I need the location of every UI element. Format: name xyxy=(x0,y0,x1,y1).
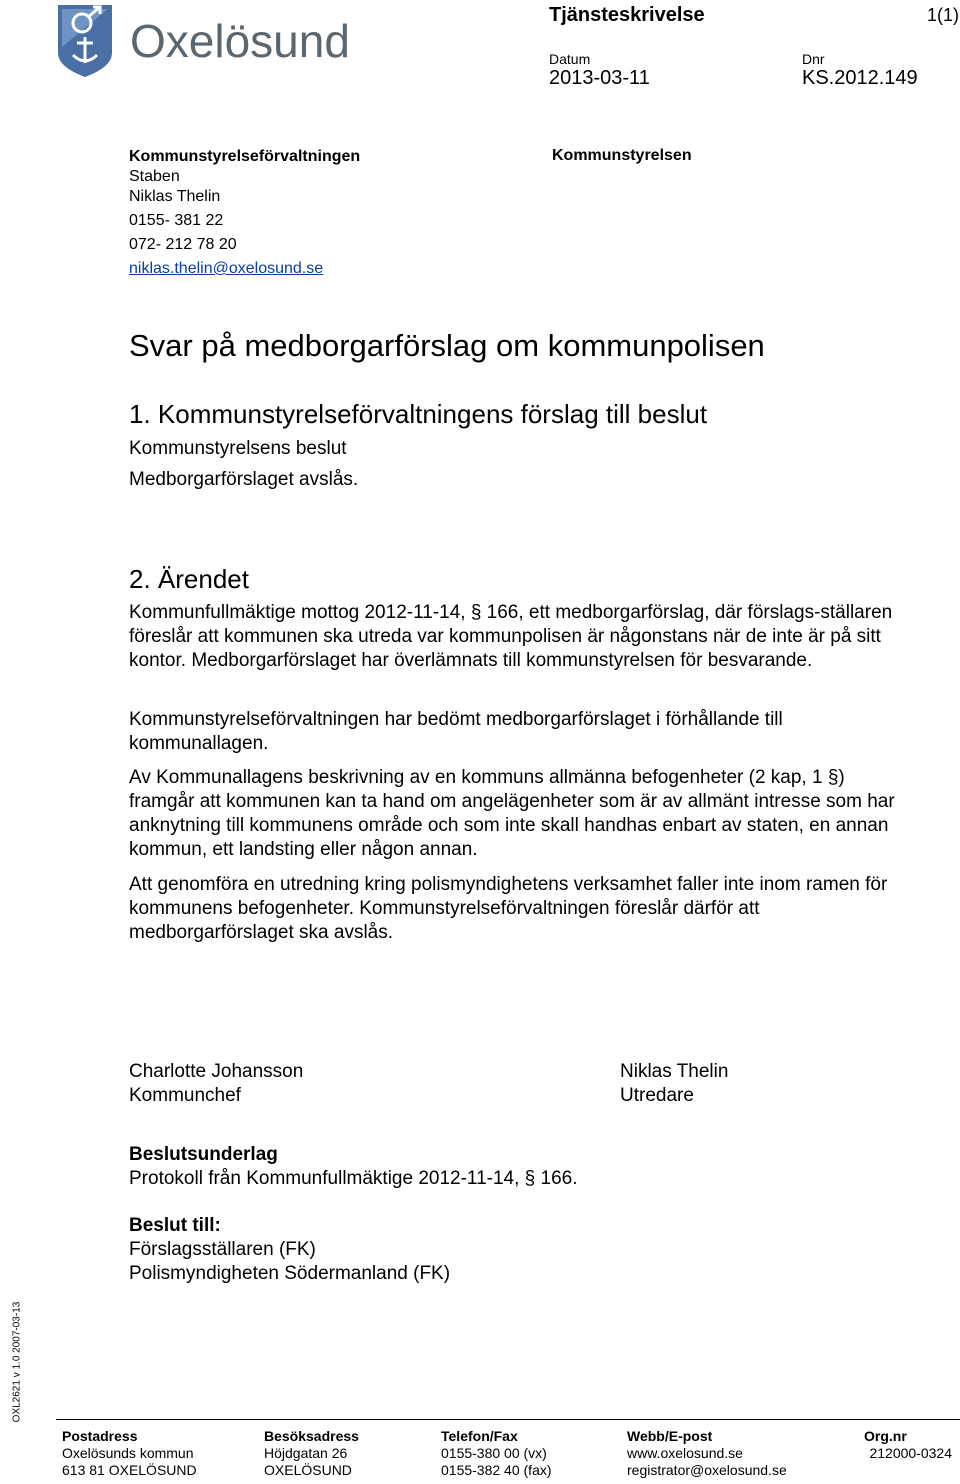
footer-heading: Postadress xyxy=(62,1428,138,1444)
footer-heading: Besöksadress xyxy=(264,1428,359,1444)
date-value: 2013-03-11 xyxy=(549,67,650,89)
sender-block xyxy=(129,147,360,279)
sender-office: Kommunstyrelseförvaltningen xyxy=(129,148,361,165)
template-id xyxy=(10,1301,24,1423)
footer-email: registrator@oxelosund.se xyxy=(627,1462,787,1478)
section1-subheading: Kommunstyrelsens beslut xyxy=(129,438,347,459)
signature-name: Charlotte Johansson xyxy=(129,1061,304,1082)
date-label: Datum xyxy=(549,51,591,67)
footer-org xyxy=(846,1428,952,1462)
section2-heading: 2. Ärendet xyxy=(129,564,249,594)
footer-line: 0155-380 00 (vx) xyxy=(441,1445,547,1461)
document-title: Svar på medborgarförslag om kommunpolisen xyxy=(129,328,765,363)
template-id-text: OXL2621 v 1.0 2007-03-13 xyxy=(11,1301,23,1423)
sender-name: Niklas Thelin xyxy=(129,188,221,205)
logo-graphic xyxy=(56,3,386,77)
footer-visit xyxy=(264,1428,359,1479)
basis-block xyxy=(129,1143,578,1191)
page-number: 1(1) xyxy=(927,5,960,25)
section2-paragraph-1: Kommunfullmäktige mottog 2012-11-14, § 166, ett medborgarförslag, där förslags-ställaren föreslår att kommunen ska utreda var kommunpolisen är någonstans när de inte är på sitt kontor. Medborgarförslaget har överlämnats till kommunstyrelsen för besvarande. xyxy=(129,602,893,671)
section2-paragraph-3: Av Kommunallagens beskrivning av en kommuns allmänna befogenheter (2 kap, 1 §) framgår att kommunen kan ta hand om angelägenheter som är av allmänt intresse som har anknytning till kommunens område och som inte skall handhas enbart av staten, en annan kommun, ett landsting eller någon annan. xyxy=(129,767,895,860)
signature-right xyxy=(620,1060,728,1108)
footer-line: 613 81 OXELÖSUND xyxy=(62,1462,197,1478)
signature-role: Utredare xyxy=(620,1085,694,1106)
oxelosund-logo xyxy=(56,3,386,77)
footer-postal xyxy=(62,1428,197,1479)
sender-mobile: 072- 212 78 20 xyxy=(129,236,237,253)
dnr-value: KS.2012.149 xyxy=(802,67,918,89)
footer-heading: Org.nr xyxy=(864,1428,907,1444)
footer-line: Oxelösunds kommun xyxy=(62,1445,194,1461)
basis-item: Protokoll från Kommunfullmäktige 2012-11-14, § 166. xyxy=(129,1168,578,1189)
footer-heading: Telefon/Fax xyxy=(441,1428,518,1444)
logo-text: Oxelösund xyxy=(130,15,350,67)
footer-line: 212000-0324 xyxy=(869,1445,952,1461)
footer-divider xyxy=(56,1419,960,1420)
signature-left xyxy=(129,1060,303,1108)
signature-role: Kommunchef xyxy=(129,1085,241,1106)
sender-phone: 0155- 381 22 xyxy=(129,212,224,229)
dnr-label: Dnr xyxy=(802,51,825,67)
footer-line: Höjdgatan 26 xyxy=(264,1445,348,1461)
section2-paragraph-4: Att genomföra en utredning kring polismyndighetens verksamhet faller inte inom ramen för kommunens befogenheter. Kommunstyrelseförvaltningen föreslår därför att medborgarförslaget ska avslås. xyxy=(129,874,888,943)
section1-heading: 1. Kommunstyrelseförvaltningens förslag till beslut xyxy=(129,399,708,429)
sender-email-link[interactable]: niklas.thelin@oxelosund.se xyxy=(129,260,324,277)
section2-paragraph-2: Kommunstyrelseförvaltningen har bedömt medborgarförslaget i förhållande till kommunallagen. xyxy=(129,709,783,754)
footer-phone xyxy=(441,1428,552,1479)
footer-web xyxy=(627,1428,787,1479)
signature-name: Niklas Thelin xyxy=(620,1061,729,1082)
section1-text: Medborgarförslaget avslås. xyxy=(129,469,359,490)
footer-line: 0155-382 40 (fax) xyxy=(441,1462,552,1478)
decision-to-item: Förslagsställaren (FK) xyxy=(129,1239,316,1260)
footer-website: www.oxelosund.se xyxy=(627,1445,743,1461)
decision-to-heading: Beslut till: xyxy=(129,1215,221,1236)
basis-heading: Beslutsunderlag xyxy=(129,1144,278,1165)
footer-heading: Webb/E-post xyxy=(627,1428,713,1444)
recipient: Kommunstyrelsen xyxy=(552,147,692,164)
decision-to-item: Polismyndigheten Södermanland (FK) xyxy=(129,1263,451,1284)
decision-to-block xyxy=(129,1214,450,1286)
document-type: Tjänsteskrivelse xyxy=(549,4,705,26)
footer-line: OXELÖSUND xyxy=(264,1462,352,1478)
sender-unit: Staben xyxy=(129,168,180,185)
